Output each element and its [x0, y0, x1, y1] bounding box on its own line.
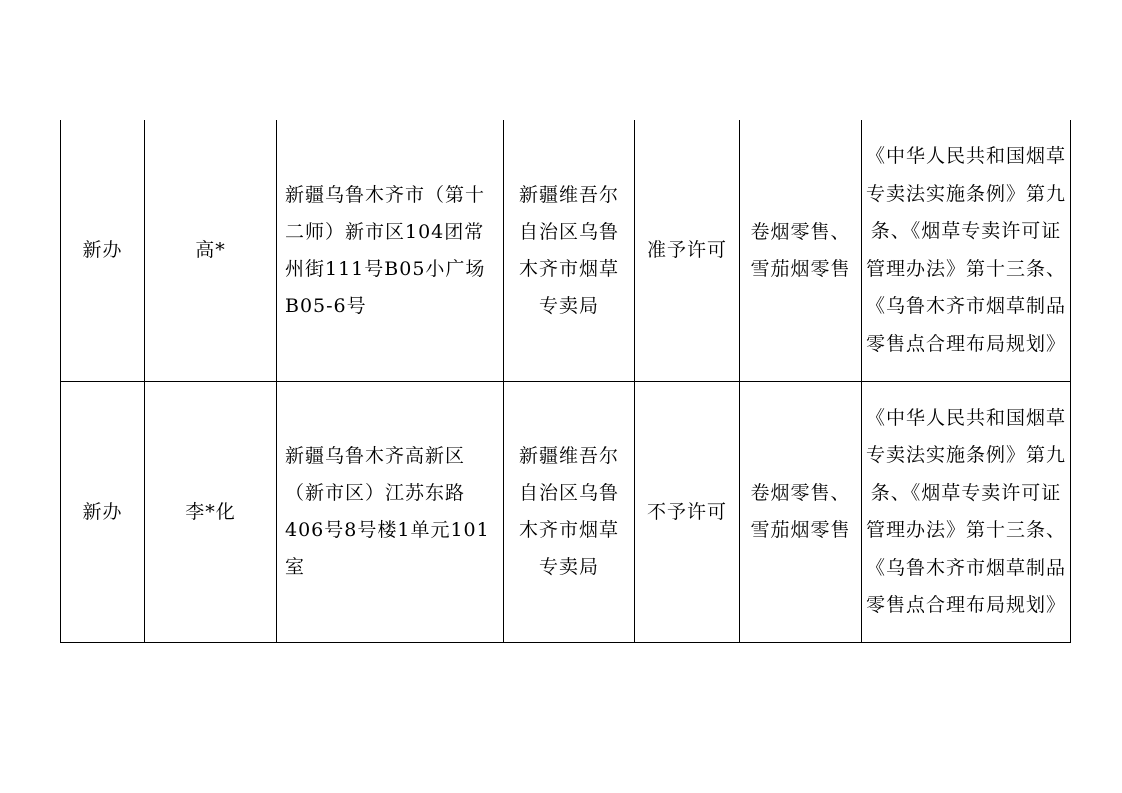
legal-basis-cell: [862, 382, 1071, 643]
issuing-authority-cell: [504, 382, 635, 643]
decision-result-cell: [635, 382, 740, 643]
table-row: [61, 120, 1071, 382]
legal-basis-cell: [862, 120, 1071, 382]
issuing-authority: 新疆维吾尔自治区乌鲁木齐市烟草专卖局: [518, 183, 619, 317]
business-address-cell: [277, 120, 504, 382]
license-table: [60, 120, 1071, 643]
applicant-name-cell: [145, 120, 277, 382]
issuing-authority: 新疆维吾尔自治区乌鲁木齐市烟草专卖局: [518, 445, 619, 578]
table-row: [61, 382, 1071, 643]
decision-result: 不予许可: [646, 500, 727, 523]
business-address-cell: [277, 382, 504, 643]
business-scope: 卷烟零售、雪茄烟零售: [750, 220, 851, 280]
legal-basis: 《中华人民共和国烟草专卖法实施条例》第九条、《烟草专卖许可证管理办法》第十三条、《乌鲁木齐市烟草制品零售点合理布局规划》: [866, 406, 1067, 616]
applicant-name: 李*化: [185, 500, 236, 523]
issuing-authority-cell: [504, 120, 635, 382]
legal-basis: 《中华人民共和国烟草专卖法实施条例》第九条、《烟草专卖许可证管理办法》第十三条、《乌鲁木齐市烟草制品零售点合理布局规划》: [866, 145, 1067, 355]
business-address: 新疆乌鲁木齐市（第十二师）新市区104团常州街111号B05小广场B05-6号: [285, 183, 486, 317]
business-address: 新疆乌鲁木齐高新区（新市区）江苏东路406号8号楼1单元101室: [285, 445, 490, 578]
business-scope-cell: [740, 382, 862, 643]
decision-result-cell: [635, 120, 740, 382]
business-scope: 卷烟零售、雪茄烟零售: [750, 482, 851, 541]
application-type: 新办: [82, 239, 123, 261]
decision-result: 准予许可: [646, 239, 727, 261]
applicant-name: 高*: [195, 239, 226, 261]
applicant-name-cell: [145, 382, 277, 643]
business-scope-cell: [740, 120, 862, 382]
application-type-cell: [61, 120, 145, 382]
application-type-cell: [61, 382, 145, 643]
application-type: 新办: [82, 500, 123, 523]
